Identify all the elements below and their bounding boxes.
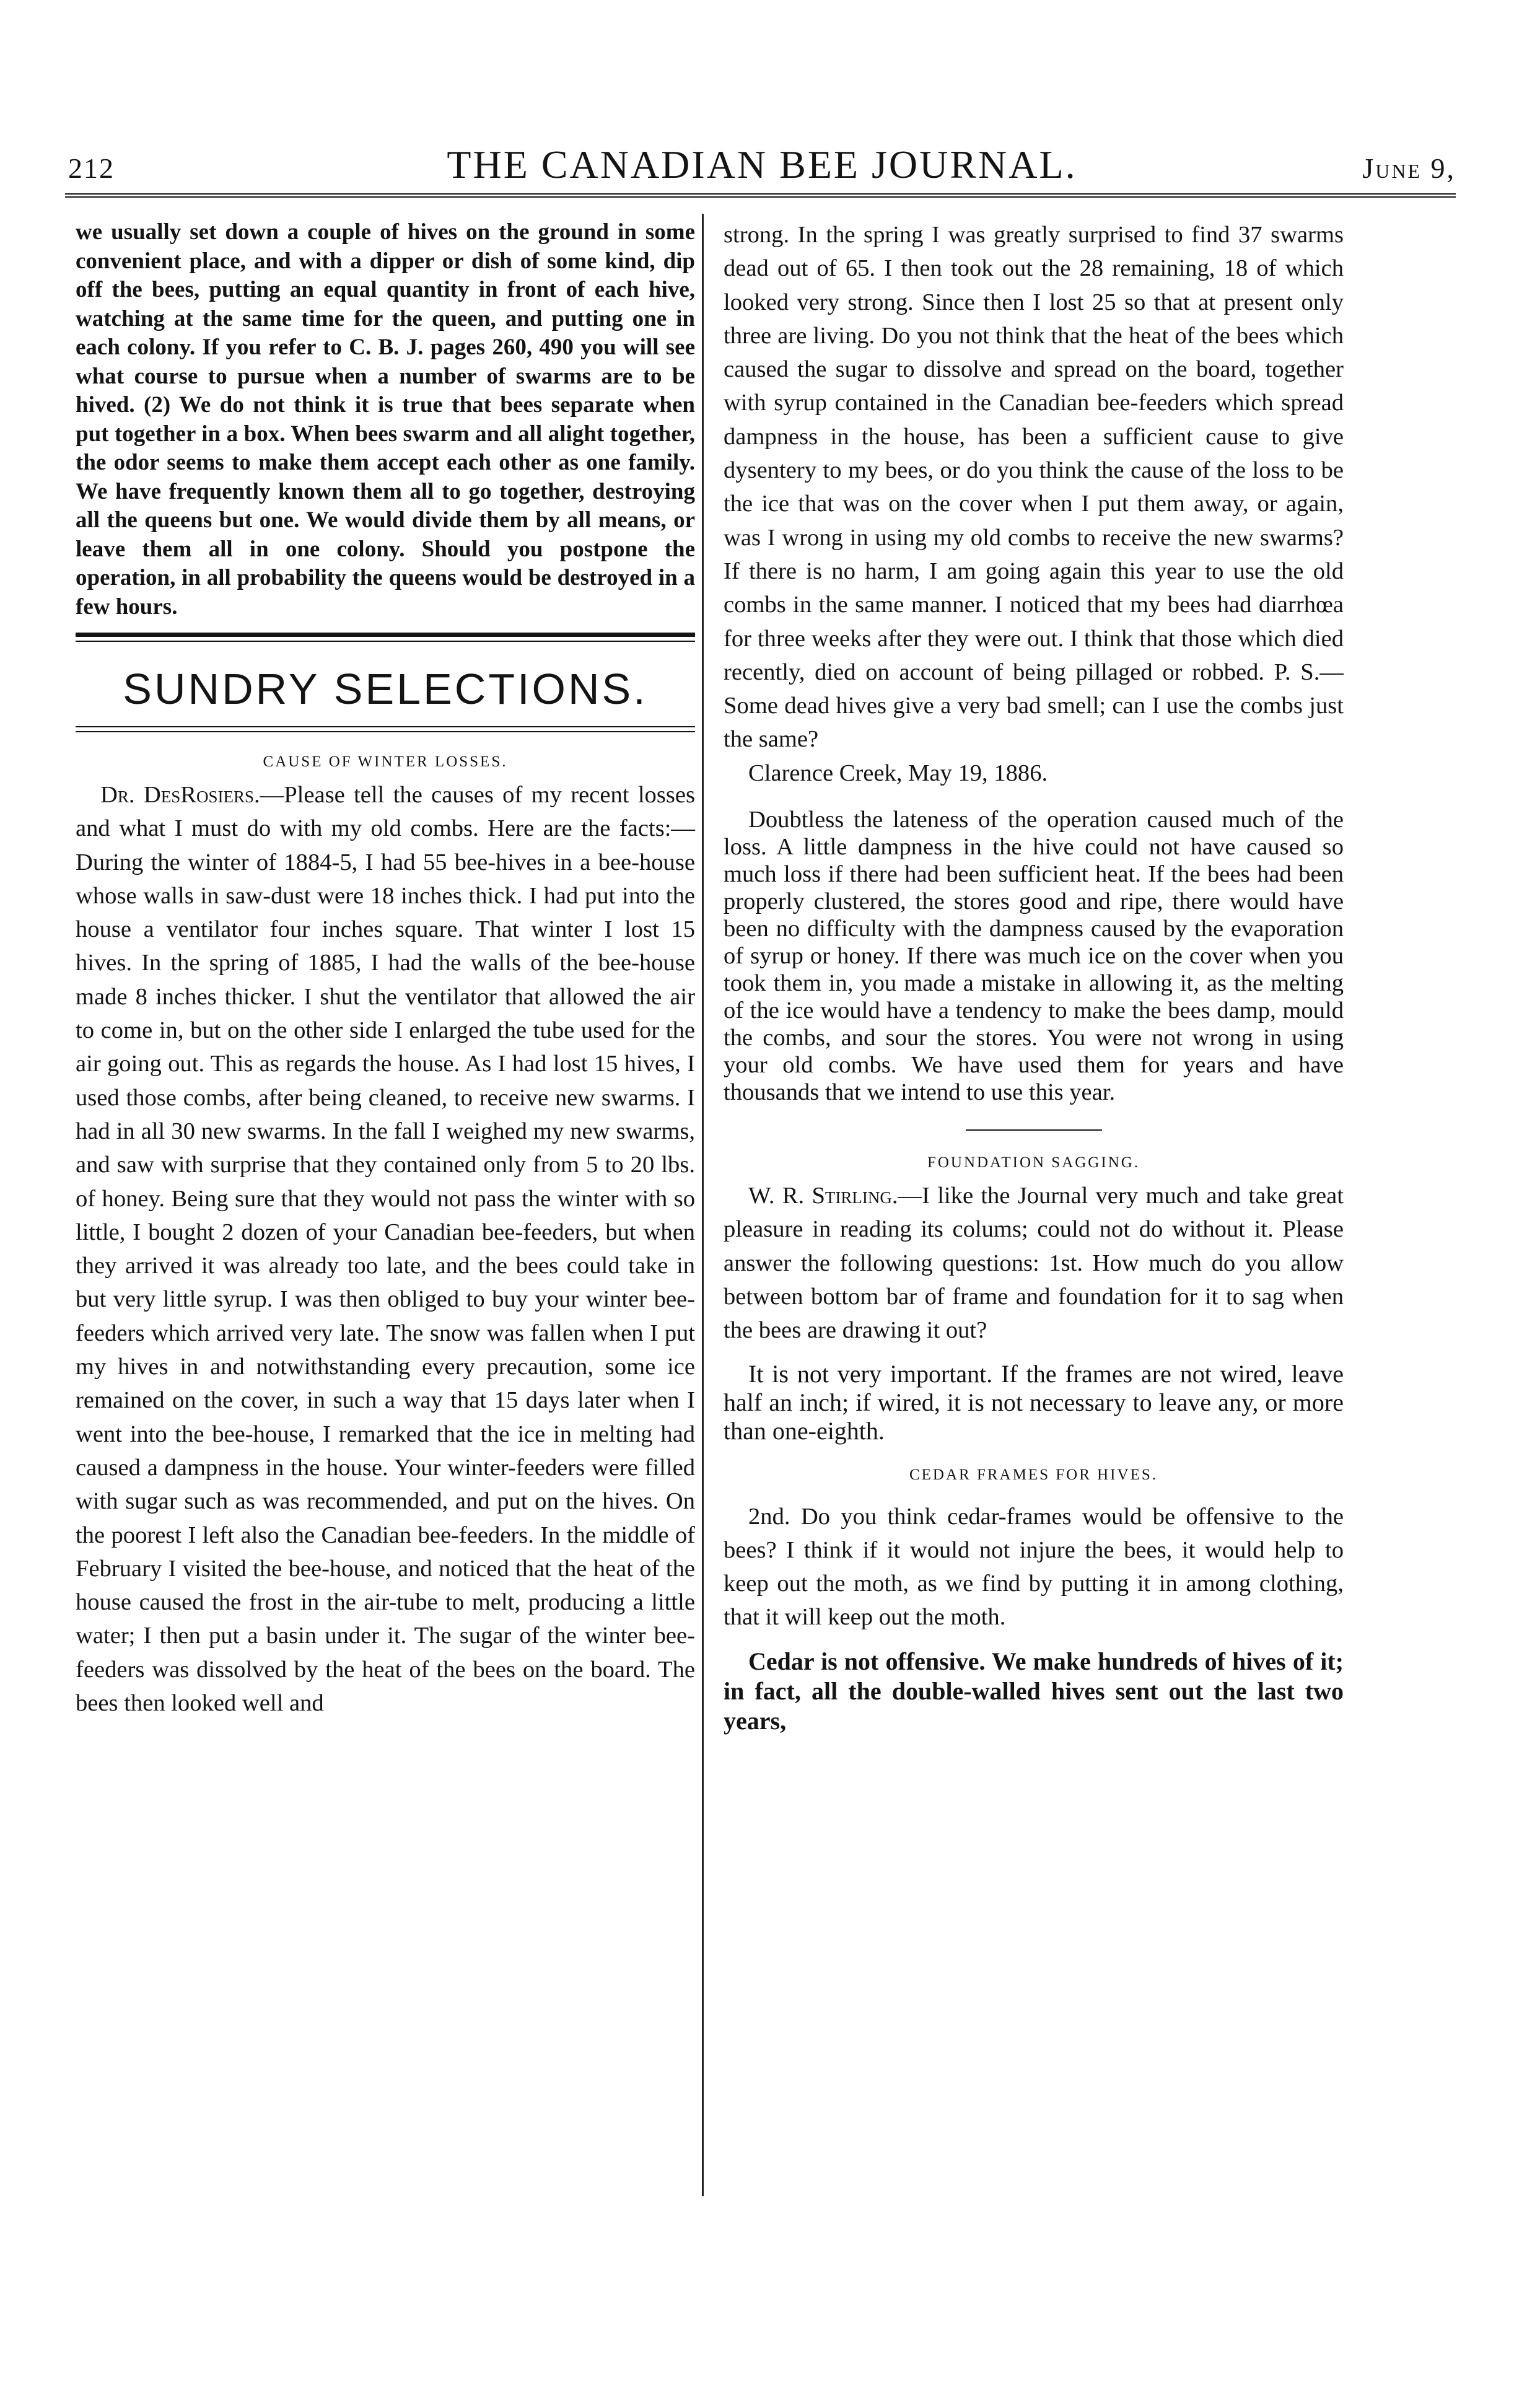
editor-reply-1: Doubtless the lateness of the operation caused much of the loss. A little dampness in the hive could not have caused so much loss if there had been sufficient heat. If the bees had been properly clustered, the stores good and ripe, there would have been no difficulty with the dampness caused by the evaporation of syrup or honey. If there was much ice on the cover when you took them in, you made a mistake in allowing it, as the melting of the ice would have a tendency to make the bees damp, mould the combs, and sour the stores. You were not wrong in using your old combs. We have used them for years and have thousands that we intend to use this year. <box>724 807 1344 1106</box>
section-rule-bottom-2 <box>76 731 695 732</box>
article-divider <box>966 1129 1102 1131</box>
letter-signoff: Clarence Creek, May 19, 1886. <box>748 760 1048 786</box>
article-heading: CAUSE OF WINTER LOSSES. <box>263 753 508 770</box>
letter-salutation: Dr. DesRosiers. <box>100 782 260 808</box>
section-rule-top-thin <box>76 641 695 642</box>
article-heading-2: FOUNDATION SAGGING. <box>927 1154 1140 1172</box>
section-rule-top <box>76 633 695 637</box>
letter2-body: —I like the Journal very much and take great pleasure in reading its colums; could not do without it. Please answer the following questions: 1st. How much do you allow between bottom bar of frame and foundation for it to sag when the bees are drawing it out? <box>724 1183 1344 1344</box>
letter-body: —Please tell the causes of my recent losses and what I must do with my old combs. Here are the facts:—During the winter of 1884-5, I had 55 bee-hives in a bee-house whose walls in saw-dust were 18 inches thick. I had put into the house a ventilator four inches square. That winter I lost 15 hives. In the spring of 1885, I had the walls of the bee-house made 8 inches thicker. I shut the ventilator that allowed the air to come in, but on the other side I enlarged the tube used for the air going out. This as regards the house. As I had lost 15 hives, I used those combs, after being cleaned, to receive new swarms. I had in all 30 new swarms. In the fall I weighed my new swarms, and saw with surprise that they contained only from 5 to 20 lbs. of honey. Being sure that they would not pass the winter with so little, I bought 2 dozen of your Canadian bee-feeders, but when they arrived it was already too late, and the bees could take in but very little syrup. I was then obliged to buy your winter bee-feeders which arrived very late. The snow was fallen when I put my hives in and notwithstanding every precaution, some ice remained on the cover, in such a way that 15 days later when I went into the bee-house, I remarked that the ice in melting had caused a dampness in the house. Your winter-feeders were filled with sugar such as was recommended, and put on the hives. On the poorest I left also the Canadian bee-feeders. In the middle of February I visited the bee-house, and noticed that the heat of the house caused the frost in the air-tube to melt, producing a little water; I then put a basin under it. The sugar of the winter bee-feeders was dissolved by the heat of the bees on the board. The bees then looked well and <box>76 782 695 1717</box>
right-column <box>724 218 1344 1736</box>
column-divider <box>702 214 704 2196</box>
journal-title: THE CANADIAN BEE JOURNAL. <box>447 142 1077 186</box>
letter-continued: strong. In the spring I was greatly surprised to find 37 swarms dead out of 65. I then took out the 28 remaining, 18 of which looked very strong. Since then I lost 25 so that at present only three are living. Do you not think that the heat of the bees which caused the sugar to dissolve and spread on the board, together with syrup contained in the Canadian bee-feeders which spread dampness in the house, has been a sufficient cause to give dysentery to my bees, or do you think the cause of the loss to be the ice that was on the cover when I put them away, or again, was I wrong in using my old combs to receive the new swarms? If there is no harm, I am going again this year to use the old combs in the same manner. I noticed that my bees had diarrhœa for three weeks after they were out. I think that those which died recently, died on account of being pillaged or robbed. P. S.—Some dead hives give a very bad smell; can I use the combs just the same? <box>724 222 1344 753</box>
section-heading: SUNDRY SELECTIONS. <box>123 665 648 713</box>
letter2-paragraph <box>724 1179 1344 1347</box>
editor-reply: we usually set down a couple of hives on the ground in some convenient place, and with a dipper or dish of some kind, dip off the bees, putting an equal quantity in front of each hive, watching at the same time for the queen, and putting one in each colony. If you refer to C. B. J. pages 260, 490 you will see what course to pursue when a number of swarms are to be hived. (2) We do not think it is true that bees separate when put together in a box. When bees swarm and all alight together, the odor seems to make them accept each other as one family. We have frequently known them all to go together, destroying all the queens but one. We would divide them by all means, or leave them all in one colony. Should you postpone the operation, in all probability the queens would be destroyed in a few hours. <box>76 219 695 620</box>
article-heading-3: CEDAR FRAMES FOR HIVES. <box>909 1466 1158 1483</box>
issue-date: June 9, <box>1362 152 1456 184</box>
page-number: 212 <box>68 152 115 184</box>
editor-reply-3: Cedar is not offensive. We make hundreds of hives of it; in fact, all the double-walled hives sent out the last two years, <box>724 1647 1344 1735</box>
page-header <box>68 139 1456 195</box>
question-2: 2nd. Do you think cedar-frames would be offensive to the bees? I think if it would not injure the bees, it would help to keep out the moth, as we find by putting it in among clothing, that it will keep out the moth. <box>724 1503 1344 1631</box>
letter-paragraph <box>76 778 695 1720</box>
letter2-salutation: W. R. Stirling. <box>748 1183 898 1209</box>
section-rule-bottom <box>76 726 695 727</box>
header-rule <box>65 193 1456 198</box>
left-column <box>76 218 695 1720</box>
editor-reply-2: It is not very important. If the frames are not wired, leave half an inch; if wired, it is not necessary to leave any, or more than one-eighth. <box>724 1359 1344 1445</box>
